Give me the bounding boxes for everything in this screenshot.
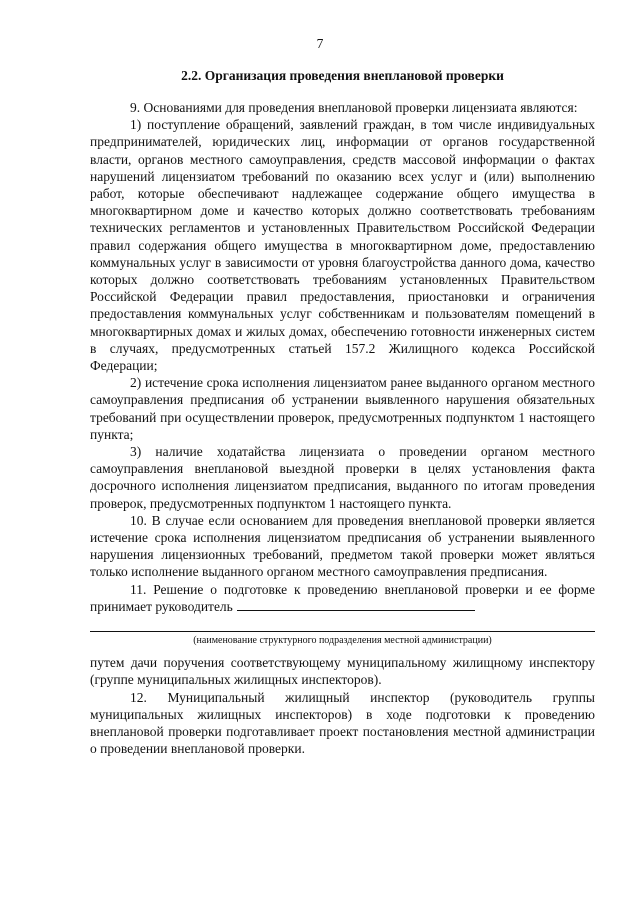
paragraph-9: 9. Основаниями для проведения внеплановой проверки лицензиата являются:	[130, 100, 578, 115]
document-body	[90, 99, 595, 757]
paragraph-11-text: 11. Решение о подготовке к проведению внеплановой проверки и ее форме принимает руководитель	[90, 581, 595, 614]
paragraph-10: 10. В случае если основанием для проведения внеплановой проверки является истечение срока исполнения лицензиатом предписания об устранении выявленного нарушения лицензионных требований, предметом такой проверки может являться только исполнение выданного органом местного самоуправления предписания.	[90, 512, 595, 580]
paragraph-9-item-3: 3) наличие ходатайства лицензиата о проведении органом местного самоуправления внеплановой выездной проверки в целях установления факта досрочного исполнения лицензиатом предписания, выданного по итогам проведения проверок, предусмотренных подпунктом 1 настоящего пункта.	[90, 444, 595, 511]
fill-in-full-rule	[90, 615, 595, 632]
section-title: 2.2. Организация проведения внеплановой проверки	[181, 68, 504, 83]
paragraph-9-item-2: 2) истечение срока исполнения лицензиатом ранее выданного органом местного самоуправления предписания об устранении выявленного нарушения обязательных требований при осуществлении проверок, предусмотренных подпунктом 1 настоящего пункта;	[90, 375, 595, 442]
paragraph-11-continuation: путем дачи поручения соответствующему муниципальному жилищному инспектору (группе муниципальных жилищных инспекторов).	[90, 655, 595, 688]
paragraph-12: 12. Муниципальный жилищный инспектор (руководитель группы муниципальных жилищных инспекторов) в ходе подготовки к проведению внеплановой проверки подготавливает проект постановления местной администрации о проведении внеплановой проверки.	[90, 689, 595, 757]
paragraph-11	[90, 581, 595, 615]
fill-in-caption: (наименование структурного подразделения местной администрации)	[193, 635, 492, 647]
paragraph-9-item-1: 1) поступление обращений, заявлений граждан, в том числе индивидуальных предпринимателей, юридических лиц, информации от органов государственной власти, органов местного самоуправления, средств массовой информации о фактах нарушений лицензиатом требований по оказанию всех услуг и (или) выполнению работ, которые обеспечивают надлежащее содержание общего имущества в многоквартирном доме и качество которых должно соответствовать требованиям технических регламентов и установленных Правительством Российской Федерации правил содержания общего имущества в многоквартирном доме, предоставлению коммунальных услуг в зависимости от уровня благоустройства данного дома, качество которых должно соответствовать требованиям установленных Правительством Российской Федерации правил предоставления, приостановки и ограничения предоставления коммунальных услуг собственникам и пользователям помещений в многоквартирных домах и жилых домах, обеспечению готовности инженерных систем в случаях, предусмотренных статьей 157.2 Жилищного кодекса Российской Федерации;	[90, 117, 595, 374]
fill-in-blank-line	[237, 599, 475, 611]
page-number: 7	[316, 36, 324, 51]
